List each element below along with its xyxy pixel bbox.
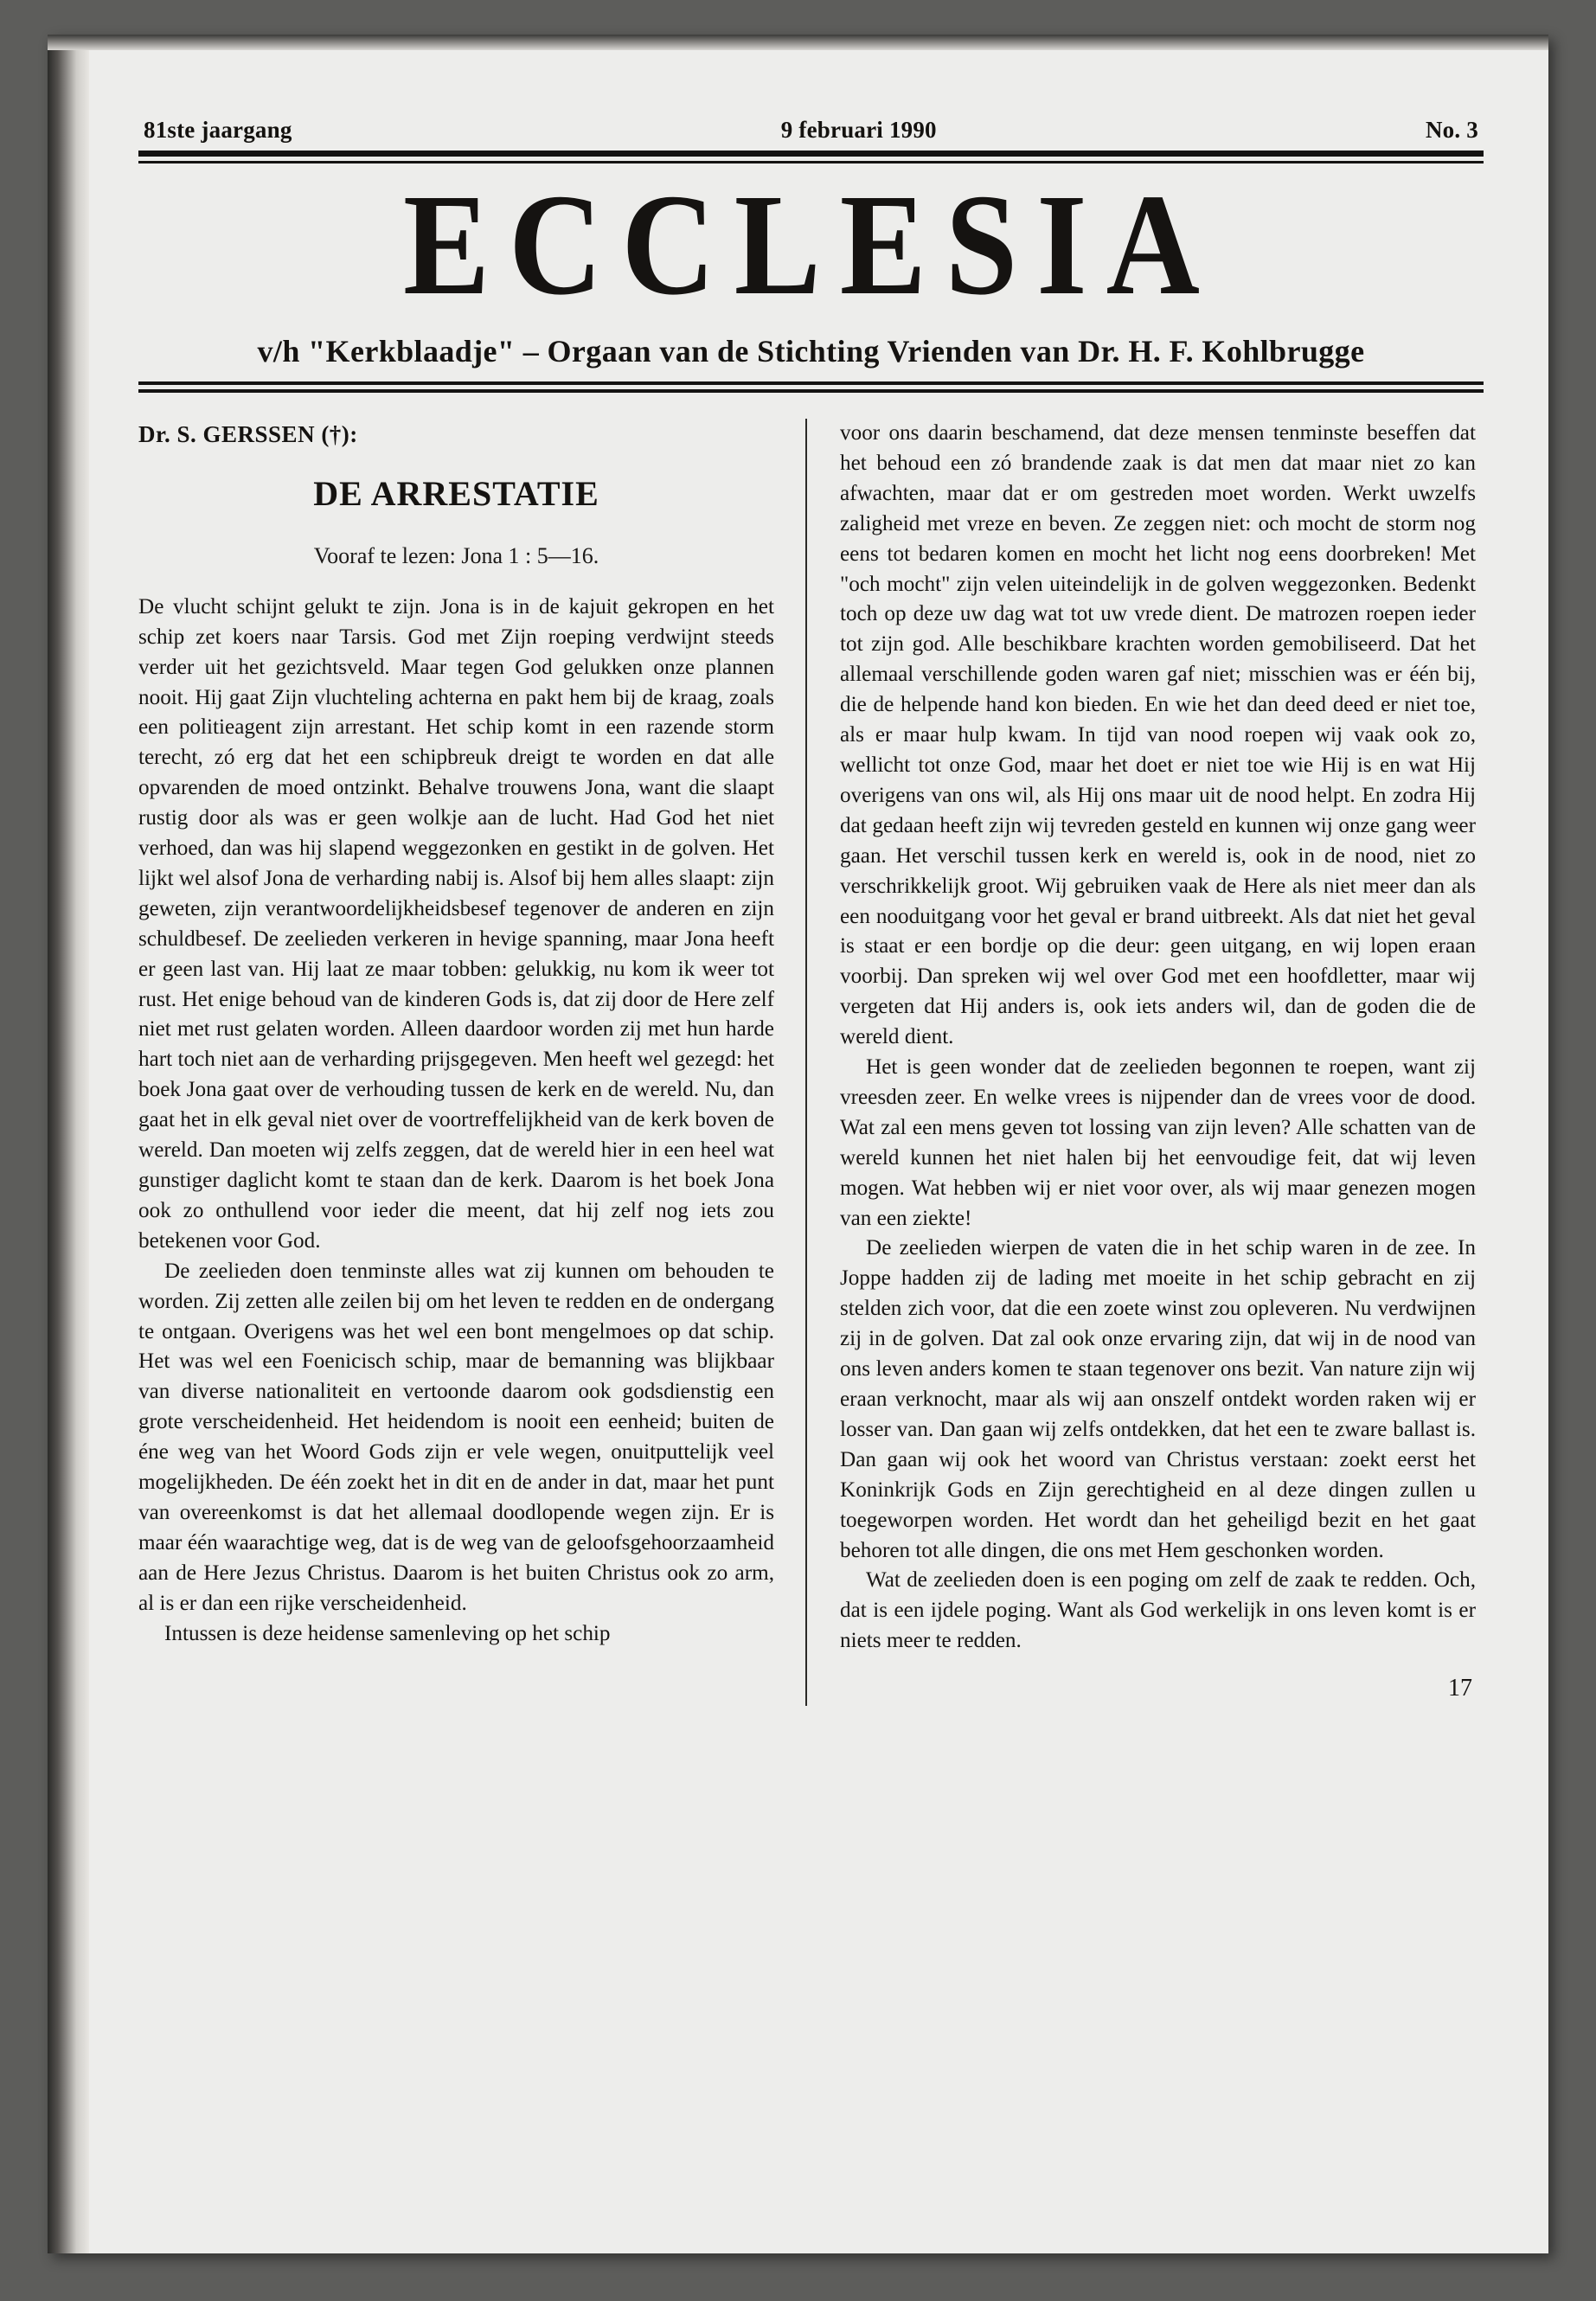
article-columns	[138, 419, 1484, 1706]
masthead-info-line	[138, 117, 1484, 151]
column-left	[138, 419, 807, 1706]
masthead-rule-top	[138, 151, 1484, 163]
article-reading-note: Vooraf te lezen: Jona 1 : 5—16.	[313, 542, 599, 568]
publication-subtitle: v/h "Kerkblaadje" – Orgaan van de Stichting Vrienden van Dr. H. F. Kohlbrugge	[257, 334, 1365, 369]
masthead-rule-bottom	[138, 381, 1484, 393]
column-right	[807, 419, 1476, 1706]
author-byline: Dr. S. GERSSEN (†):	[138, 421, 358, 447]
publication-title: ECCLESIA	[403, 164, 1219, 325]
issue-number: No. 3	[1425, 117, 1478, 143]
paragraph: Wat de zeelieden doen is een poging om zelf de zaak te redden. Och, dat is een ijdele poging. Want als God werkelijk in ons leven komt is er niets meer te redden.	[840, 1568, 1476, 1653]
page-number: 17	[1448, 1675, 1472, 1702]
paragraph: Het is geen wonder dat de zeelieden begonnen te roepen, want zij vreesden zeer. En welke vrees is nijpender dan de vrees voor de dood. Wat zal een mens geven tot lossing van zijn leven? Alle schatten van de wereld kunnen het niet halen bij het eenvoudige feit, dat wij leven mogen. Wat hebben wij er niet voor over, als wij maar genezen mogen van een ziekte!	[840, 1055, 1476, 1230]
page-binding-shadow	[48, 35, 89, 2253]
paragraph: De zeelieden doen tenminste alles wat zij kunnen om behouden te worden. Zij zetten alle zeilen bij om het leven te redden en de ondergang te ontgaan. Overigens was het wel een bont mengelmoes op dat schip. Het was wel een Foenicisch schip, maar de bemanning was blijkbaar van diverse nationaliteit en vertoonde daarom ook godsdienstig een grote verscheidenheid. Het heidendom is nooit een eenheid; buiten de éne weg van het Woord Gods zijn er vele wegen, onuitputtelijk veel mogelijkheden. De één zoekt het in dit en de ander in dat, maar het punt van overeenkomst is dat het allemaal doodlopende wegen zijn. Er is maar één waarachtige weg, dat is de weg van de geloofsgehoorzaamheid aan de Here Jezus Christus. Daarom is het buiten Christus ook zo arm, al is er dan een rijke verscheidenheid.	[138, 1259, 774, 1615]
paragraph: Intussen is deze heidense samenleving op het schip	[164, 1621, 611, 1645]
paragraph: De vlucht schijnt gelukt te zijn. Jona is in de kajuit gekropen en het schip zet koers naar Tarsis. God met Zijn roeping verdwijnt steeds verder uit het gezichtsveld. Maar tegen God gelukken onze plannen nooit. Hij gaat Zijn vluchteling achterna en pakt hem bij de kraag, zoals een politieagent zijn arrestant. Het schip komt in een razende storm terecht, zó erg dat het een schipbreuk dreigt te worden en dat alle opvarenden de moed ontzinkt. Behalve trouwens Jona, want die slaapt rustig door als was er geen wolkje aan de lucht. Had God het niet verhoed, dan was hij slapend weggezonken en gestikt in de golven. Het lijkt wel alsof Jona de verharding nabij is. Alsof bij hem alles slaapt: zijn geweten, zijn verantwoordelijkheidsbesef tegenover de anderen en zijn schuldbesef. De zeelieden verkeren in hevige spanning, maar Jona heeft er geen last van. Hij laat ze maar tobben: gelukkig, nu kom ik weer tot rust. Het enige behoud van de kinderen Gods is, dat zij door de Here zelf niet met rust gelaten worden. Alleen daardoor worden zij met hun harde hart toch niet aan de verharding prijsgegeven. Men heeft wel gezegd: het boek Jona gaat over de verhouding tussen de kerk en de wereld. Nu, dan gaat het in elk geval niet over de voortreffelijkheid van de kerk boven de wereld. Dan moeten wij zelfs zeggen, dat de wereld hier in een heel wat gunstiger daglicht komt te staan dan de kerk. Daarom is het boek Jona ook zo onthullend voor ieder die meent, dat hij zelf nog iets zou betekenen voor God.	[138, 594, 774, 1253]
article-title: DE ARRESTATIE	[313, 474, 599, 514]
paragraph: De zeelieden wierpen de vaten die in het schip waren in de zee. In Joppe hadden zij de lading met moeite in het schip gebracht en zij stelden zich voor, dat die een zoete winst zou opleveren. Nu verdwijnen zij in de golven. Dat zal ook onze ervaring zijn, dat wij in de nood van ons leven anders komen te staan tegenover ons bezit. Van nature zijn wij eraan verknocht, maar als wij aan onszelf ontdekt worden raken wij er losser van. Dan gaan wij zelfs ontdekken, dat het een te zware ballast is. Dan gaan wij ook het woord van Christus verstaan: zoekt eerst het Koninkrijk Gods en Zijn gerechtigheid en al deze dingen zullen u toegeworpen worden. Het wordt dan het geheiligd bezit en het gaat behoren tot alle dingen, die ons met Hem geschonken worden.	[840, 1236, 1476, 1562]
issue-date: 9 februari 1990	[780, 117, 937, 143]
page-content	[138, 117, 1484, 2193]
volume-label: 81ste jaargang	[144, 117, 292, 143]
page-top-edge	[48, 35, 1548, 50]
paragraph: voor ons daarin beschamend, dat deze mensen tenminste beseffen dat het behoud een zó brandende zaak is dat men dat maar niet zo kan afwachten, maar dat er om gestreden moet worden. Werkt uwzelfs zaligheid met vreze en beven. Ze zeggen niet: och mocht de storm nog eens tot bedaren komen en mocht het licht nog eens doorbreken! Met "och mocht" zijn velen uiteindelijk in de golven weggezonken. Bedenkt toch op deze uw dag wat tot uw vrede dient. De matrozen roepen ieder tot zijn god. Alle beschikbare krachten worden gemobiliseerd. Dat het allemaal verschillende goden waren gaf niet; misschien was er één bij, die de helpende hand kon bieden. En wie het dan deed deed er niet toe, als er maar hulp kwam. In tijd van nood roepen wij vaak ook zo, wellicht tot onze God, maar het doet er niet toe wie Hij is en wat Hij overigens van ons wil, als Hij ons maar uit de nood helpt. En zodra Hij dat gedaan heeft zijn wij tevreden gesteld en kunnen wij onze gang weer gaan. Het verschil tussen kerk en wereld is, ook in de nood, niet zo verschrikkelijk groot. Wij gebruiken vaak de Here als niet meer dan als een nooduitgang voor het geval er brand uitbreekt. Als dat niet het geval is staat er een bordje op die deur: geen uitgang, en wij lopen eraan voorbij. Dan spreken wij wel over God met een hoofdletter, maar wij vergeten dat Hij anders is, ook iets anders wil, dan de goden die de wereld dient.	[840, 421, 1476, 1049]
magazine-page	[48, 35, 1548, 2253]
